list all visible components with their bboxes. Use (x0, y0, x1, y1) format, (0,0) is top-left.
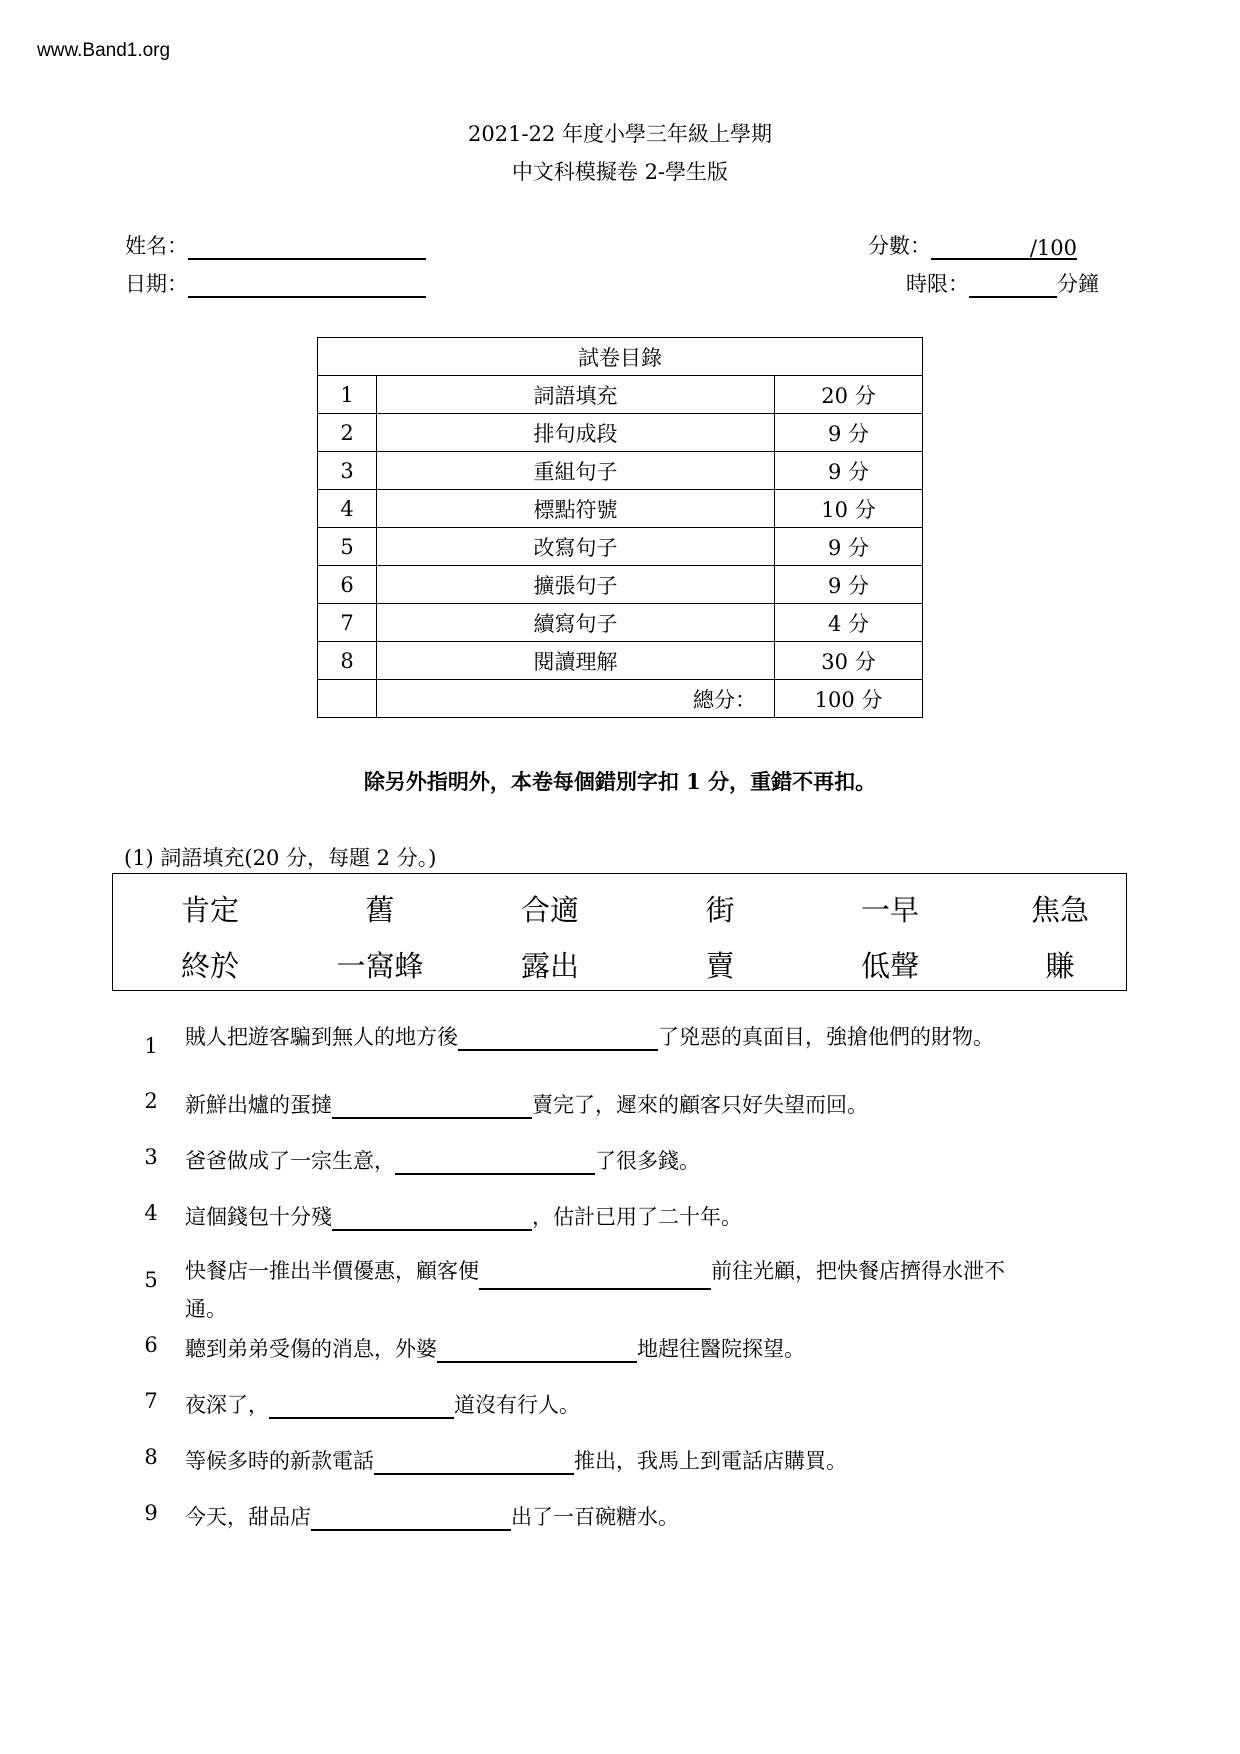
contents-no: 3 (318, 452, 377, 490)
date-label: 日期： (125, 272, 188, 296)
contents-marks: 9 分 (775, 414, 923, 452)
question-text (185, 1333, 805, 1363)
question-text (185, 1021, 994, 1051)
answer-blank[interactable] (332, 1207, 532, 1231)
question-number: 6 (144, 1333, 158, 1357)
contents-row (318, 604, 923, 642)
contents-no: 4 (318, 490, 377, 528)
question-text-before: 新鮮出爐的蛋撻 (185, 1093, 332, 1117)
contents-marks: 4 分 (775, 604, 923, 642)
word-bank-item: 終於 (180, 949, 239, 983)
name-blank (188, 236, 426, 260)
contents-no: 2 (318, 414, 377, 452)
question-text-after: 道沒有行人。 (454, 1393, 580, 1417)
contents-marks: 9 分 (775, 452, 923, 490)
contents-row (318, 528, 923, 566)
answer-blank[interactable] (332, 1095, 532, 1119)
date-field (125, 268, 426, 298)
time-field (906, 268, 1099, 298)
question-text-after: 賣完了，遲來的顧客只好失望而回。 (532, 1093, 868, 1117)
question-text (185, 1145, 700, 1175)
word-bank-item: 賺 (1045, 949, 1075, 983)
contents-row (318, 414, 923, 452)
contents-row (318, 566, 923, 604)
date-blank (188, 274, 426, 298)
question-text-after: 前往光顧，把快餐店擠得水泄不 (711, 1259, 1005, 1283)
contents-no: 5 (318, 528, 377, 566)
total-marks: 100 分 (775, 680, 923, 718)
answer-blank[interactable] (311, 1507, 511, 1531)
question-text (185, 1089, 868, 1119)
contents-table (317, 337, 923, 718)
contents-name: 重組句子 (377, 452, 775, 490)
question-number: 3 (144, 1145, 158, 1169)
contents-name: 閱讀理解 (377, 642, 775, 680)
contents-row (318, 642, 923, 680)
contents-name: 詞語填充 (377, 376, 775, 414)
contents-marks: 10 分 (775, 490, 923, 528)
answer-blank[interactable] (269, 1395, 454, 1419)
question-text-after: 出了一百碗糖水。 (511, 1505, 679, 1529)
question-number: 2 (144, 1089, 158, 1113)
answer-blank[interactable] (458, 1027, 658, 1051)
question-text-after: ，估計已用了二十年。 (532, 1205, 742, 1229)
question-number: 1 (144, 1034, 158, 1058)
question-text-before: 快餐店一推出半價優惠，顧客便 (185, 1259, 479, 1283)
question-text-before: 聽到弟弟受傷的消息，外婆 (185, 1337, 437, 1361)
question-text (185, 1445, 847, 1475)
question-number: 5 (144, 1268, 158, 1292)
question-text (185, 1501, 679, 1531)
score-label: 分數： (868, 234, 931, 258)
contents-name: 排句成段 (377, 414, 775, 452)
question-text-before: 夜深了， (185, 1393, 269, 1417)
score-blank: /100 (931, 236, 1077, 260)
question-text-after: 了很多錢。 (595, 1149, 700, 1173)
contents-no: 1 (318, 376, 377, 414)
contents-name: 改寫句子 (377, 528, 775, 566)
contents-no: 6 (318, 566, 377, 604)
exam-subtitle: 中文科模擬卷 2-學生版 (511, 160, 729, 184)
word-bank-item: 一早 (860, 893, 919, 927)
question-text-after: 地趕往醫院探望。 (637, 1337, 805, 1361)
contents-row (318, 490, 923, 528)
contents-name: 擴張句子 (377, 566, 775, 604)
spelling-notice: 除另外指明外，本卷每個錯別字扣 1 分，重錯不再扣。 (363, 769, 877, 794)
word-bank (112, 873, 1127, 991)
time-unit: 分鐘 (1057, 272, 1099, 296)
exam-title: 2021-22 年度小學三年級上學期 (468, 122, 772, 146)
contents-no: 7 (318, 604, 377, 642)
contents-marks: 9 分 (775, 566, 923, 604)
question-number: 7 (144, 1389, 158, 1413)
question-text-before: 賊人把遊客騙到無人的地方後 (185, 1025, 458, 1049)
word-bank-item: 露出 (520, 949, 579, 983)
contents-name: 標點符號 (377, 490, 775, 528)
contents-marks: 30 分 (775, 642, 923, 680)
word-bank-item: 合適 (520, 893, 579, 927)
question-text (185, 1201, 742, 1231)
word-bank-item: 一窩蜂 (336, 949, 424, 983)
question-text-after: 推出，我馬上到電話店購買。 (574, 1449, 847, 1473)
contents-marks: 9 分 (775, 528, 923, 566)
word-bank-item: 舊 (365, 893, 395, 927)
score-field (868, 230, 1077, 260)
site-watermark: www.Band1.org (37, 40, 171, 61)
question-text-before: 等候多時的新款電話 (185, 1449, 374, 1473)
time-blank (969, 274, 1057, 298)
time-label: 時限： (906, 272, 969, 296)
contents-no: 8 (318, 642, 377, 680)
question-number: 4 (144, 1201, 158, 1225)
word-bank-item: 焦急 (1030, 893, 1089, 927)
question-text (185, 1252, 1005, 1328)
contents-row (318, 376, 923, 414)
question-text (185, 1389, 580, 1419)
contents-row (318, 452, 923, 490)
question-text-before: 爸爸做成了一宗生意， (185, 1149, 395, 1173)
question-text-continued: 通。 (185, 1297, 227, 1321)
word-bank-item: 街 (705, 893, 735, 927)
question-number: 9 (144, 1501, 158, 1525)
name-field (125, 230, 426, 260)
answer-blank[interactable] (395, 1151, 595, 1175)
contents-header: 試卷目錄 (318, 338, 923, 376)
question-text-after: 了兇惡的真面目，強搶他們的財物。 (658, 1025, 994, 1049)
word-bank-item: 肯定 (180, 893, 239, 927)
section-1-heading: (1) 詞語填充(20 分，每題 2 分。) (124, 846, 437, 870)
answer-blank[interactable] (374, 1451, 574, 1475)
contents-name: 續寫句子 (377, 604, 775, 642)
question-text-before: 今天，甜品店 (185, 1505, 311, 1529)
answer-blank[interactable] (437, 1339, 637, 1363)
question-text-before: 這個錢包十分殘 (185, 1205, 332, 1229)
answer-blank[interactable] (479, 1266, 711, 1290)
name-label: 姓名： (125, 234, 188, 258)
word-bank-item: 賣 (705, 949, 735, 983)
word-bank-item: 低聲 (860, 949, 919, 983)
question-number: 8 (144, 1445, 158, 1469)
contents-marks: 20 分 (775, 376, 923, 414)
total-label: 總分： (377, 680, 775, 718)
